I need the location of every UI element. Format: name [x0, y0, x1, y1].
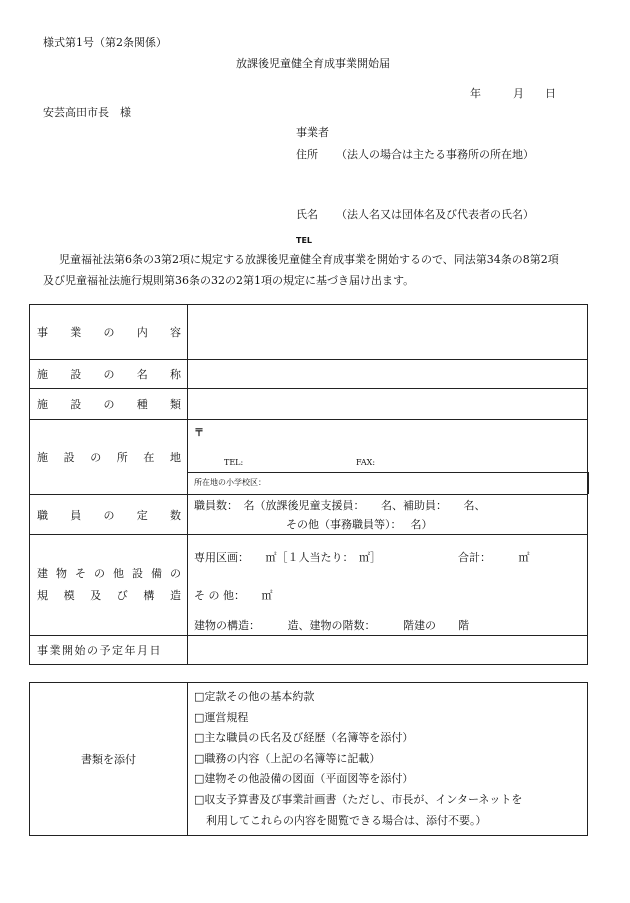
school-district-label: 所在地の小学校区： [194, 478, 266, 487]
building-label-line-2: 規 模 及 び 構 造 [37, 589, 181, 602]
building-label-line-1: 建 物 そ の 他 設 備 の [37, 567, 181, 580]
facility-type-field[interactable] [188, 389, 588, 420]
attachments-field [188, 683, 588, 836]
building-dedicated-area: 専用区画： ㎡［１人当たり： ㎡］ [194, 551, 381, 564]
building-field[interactable] [188, 535, 588, 636]
attachment-item-budget-continuation: 利用してこれらの内容を閲覧できる場合は、添付不要。） [206, 813, 487, 827]
attachment-item-budget[interactable]: □収支予算書及び事業計画書（ただし、市長が、インターネットを [194, 792, 523, 806]
address-note: （法人の場合は主たる事務所の所在地） [336, 148, 534, 161]
document-title: 放課後児童健全育成事業開始届 [236, 57, 390, 70]
tel-field-label: TEL: [224, 458, 244, 467]
table-row-building [30, 535, 588, 636]
table-row-facility-name [30, 360, 588, 389]
facility-location-field[interactable] [188, 420, 588, 495]
attachments-label: 書類を添付 [30, 683, 188, 836]
facility-type-label: 施 設 の 種 類 [37, 398, 181, 411]
facility-location-label: 施 設 の 所 在 地 [37, 451, 181, 464]
table-row-attachments [30, 683, 588, 836]
attachment-item-drawings[interactable]: □建物その他設備の図面（平面図等を添付） [194, 772, 414, 786]
business-content-field[interactable] [188, 305, 588, 360]
name-label: 氏名 [296, 208, 318, 221]
attachment-item-duties[interactable]: □職務の内容（上記の名簿等に記載） [194, 751, 381, 765]
facility-name-label: 施 設 の 名 称 [37, 368, 181, 381]
table-row-business-content [30, 305, 588, 360]
attachments-list [188, 683, 587, 835]
tel-label: TEL [296, 236, 313, 245]
staff-field[interactable] [188, 495, 588, 535]
date-month-label: 月 [513, 87, 524, 100]
building-structure: 建物の構造： 造、建物の階数： 階建の 階 [194, 619, 469, 632]
fax-field-label: FAX: [356, 458, 376, 467]
attachments-table [29, 682, 588, 836]
table-row-facility-location [30, 420, 588, 495]
declaration-line-2: 及び児童福祉法施行規則第36条の32の2第1項の規定に基づき届け出ます。 [43, 274, 415, 287]
staff-line-2: その他（事務職員等）： 名） [286, 517, 433, 531]
facility-name-field[interactable] [188, 360, 588, 389]
declaration-line-1: 児童福祉法第6条の3第2項に規定する放課後児童健全育成事業を開始するので、同法第34条の8第2項 [59, 253, 559, 266]
business-content-label: 事 業 の 内 容 [37, 326, 181, 339]
address-label: 住所 [296, 148, 318, 161]
postal-mark: 〒 [194, 428, 204, 439]
building-label [30, 535, 188, 636]
staff-label: 職 員 の 定 数 [37, 508, 181, 522]
staff-line-1: 職員数： 名（放課後児童支援員： 名、補助員： 名、 [194, 498, 486, 512]
start-date-field[interactable] [188, 636, 588, 665]
notification-table [29, 304, 588, 665]
building-total-area: 合計： ㎡ [458, 551, 530, 564]
table-row-staff [30, 495, 588, 535]
attachment-item-staff-history[interactable]: □主な職員の氏名及び経歴（名簿等を添付） [194, 731, 414, 745]
attachment-item-articles[interactable]: □定款その他の基本約款 [194, 690, 315, 703]
date-day-label: 日 [545, 87, 556, 100]
attachment-item-rules[interactable]: □運営規程 [194, 710, 249, 724]
name-note: （法人名又は団体名及び代表者の氏名） [336, 208, 534, 221]
start-date-label: 事業開始の予定年月日 [37, 644, 162, 657]
table-row-start-date [30, 636, 588, 665]
form-number: 様式第1号（第2条関係） [43, 36, 167, 49]
building-other-area: そ の 他： ㎡ [194, 589, 273, 602]
table-row-facility-type [30, 389, 588, 420]
date-year-label: 年 [470, 87, 481, 100]
addressee: 安芸高田市長 様 [43, 106, 131, 119]
applicant-role-label: 事業者 [296, 126, 329, 139]
